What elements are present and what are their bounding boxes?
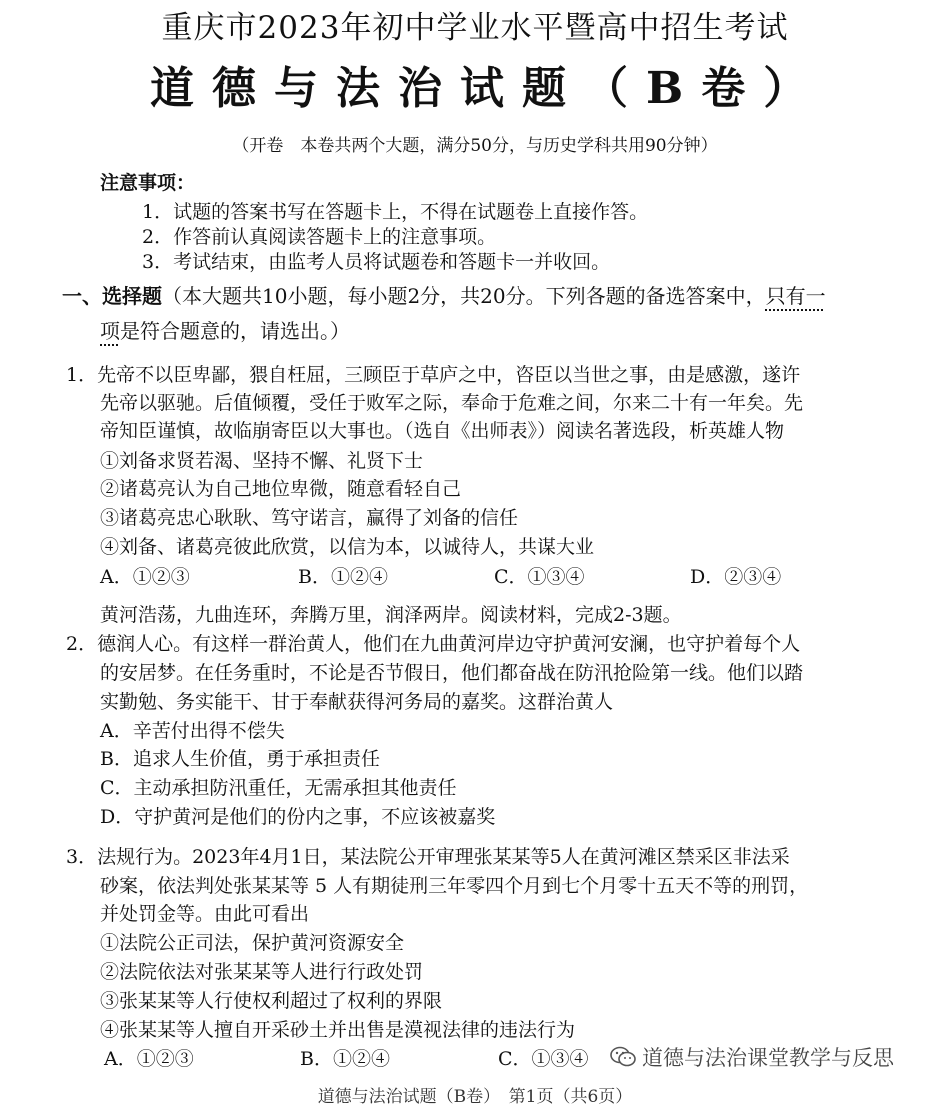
q2-line: 2．德润人心。有这样一群治黄人，他们在九曲黄河岸边守护黄河安澜，也守护着每个人: [66, 633, 801, 655]
notice-item: 3．考试结束，由监考人员将试题卷和答题卡一并收回。: [142, 251, 611, 273]
q1-option-d[interactable]: D．②③④: [690, 566, 782, 588]
page-footer: 道德与法治试题（B卷） 第1页（共6页）: [317, 1087, 633, 1107]
q2-option-c[interactable]: C．主动承担防汛重任，无需承担其他责任: [100, 777, 457, 799]
q1-line: 先帝以驱驰。后值倾覆，受任于败军之际，奉命于危难之间，尔来二十有一年矣。先: [100, 392, 804, 414]
section-desc-tail: 是符合题意的，请选出。）: [120, 319, 350, 343]
q1-option-c[interactable]: C．①③④: [494, 566, 585, 588]
q2-line: 的安居梦。在任务重时，不论是否节假日，他们都奋战在防汛抢险第一线。他们以踏: [100, 662, 804, 684]
q1-statement: ②诸葛亮认为自己地位卑微，随意看轻自己: [100, 478, 462, 500]
section-emphasis: 只有一: [765, 284, 826, 308]
q1-line: 帝知臣谨慎，故临崩寄臣以大事也。（选自《出师表》）阅读名著选段，析英雄人物: [100, 420, 785, 442]
q1-statement: ④刘备、诸葛亮彼此欣赏，以信为本，以诚待人，共谋大业: [100, 536, 595, 558]
watermark-text: 道德与法治课堂教学与反思: [642, 1046, 894, 1070]
material-text: 黄河浩荡，九曲连环，奔腾万里，润泽两岸。阅读材料，完成2-3题。: [100, 604, 682, 626]
section-emphasis-2: 项: [100, 319, 120, 343]
q3-statement: ③张某某等人行使权利超过了权利的界限: [100, 990, 443, 1012]
q3-option-a[interactable]: A．①②③: [104, 1048, 194, 1070]
q3-option-c[interactable]: C．①③④: [498, 1048, 589, 1070]
q2-line: 实勤勉、务实能干、甘于奉献获得河务局的嘉奖。这群治黄人: [100, 691, 614, 713]
q2-option-b[interactable]: B．追求人生价值，勇于承担责任: [100, 748, 380, 770]
q1-option-a[interactable]: A．①②③: [100, 566, 190, 588]
exam-title-line1: 重庆市2023年初中学业水平暨高中招生考试: [161, 10, 789, 46]
q3-statement: ④张某某等人擅自开采砂土并出售是漠视法律的违法行为: [100, 1019, 576, 1041]
exam-subtitle: （开卷 本卷共两个大题，满分50分，与历史学科共用90分钟）: [232, 136, 718, 156]
q1-statement: ①刘备求贤若渴、坚持不懈、礼贤下士: [100, 450, 424, 472]
q2-option-d[interactable]: D．守护黄河是他们的份内之事，不应该被嘉奖: [100, 806, 496, 828]
q1-statement: ③诸葛亮忠心耿耿、笃守诺言，赢得了刘备的信任: [100, 507, 519, 529]
section-heading: [62, 280, 826, 309]
q3-statement: ①法院公正司法，保护黄河资源安全: [100, 932, 405, 954]
q3-line: 砂案，依法判处张某某等 5 人有期徒刑三年零四个月到七个月零十五天不等的刑罚，: [100, 875, 809, 897]
section-desc: （本大题共10小题，每小题2分，共20分。下列各题的备选答案中，: [162, 284, 766, 308]
section-label: 一、选择题: [62, 284, 162, 308]
q1-option-b[interactable]: B．①②④: [298, 566, 388, 588]
notice-item: 1．试题的答案书写在答题卡上，不得在试题卷上直接作答。: [142, 201, 649, 223]
notice-heading: 注意事项：: [100, 172, 196, 194]
q2-option-a[interactable]: A．辛苦付出得不偿失: [100, 720, 285, 742]
q3-statement: ②法院依法对张某某等人进行行政处罚: [100, 961, 424, 983]
exam-title-line2: 道德与法治试题（B卷）: [150, 63, 826, 114]
section-desc-line2: [100, 315, 350, 344]
wechat-icon: [610, 1046, 636, 1068]
q3-option-b[interactable]: B．①②④: [300, 1048, 390, 1070]
notice-item: 2．作答前认真阅读答题卡上的注意事项。: [142, 226, 497, 248]
q3-line: 3．法规行为。2023年4月1日，某法院公开审理张某某等5人在黄河滩区禁采区非法采: [66, 846, 790, 868]
q3-line: 并处罚金等。由此可看出: [100, 903, 310, 925]
q1-line: 1．先帝不以臣卑鄙，猥自枉屈，三顾臣于草庐之中，咨臣以当世之事，由是感激，遂许: [66, 364, 801, 386]
